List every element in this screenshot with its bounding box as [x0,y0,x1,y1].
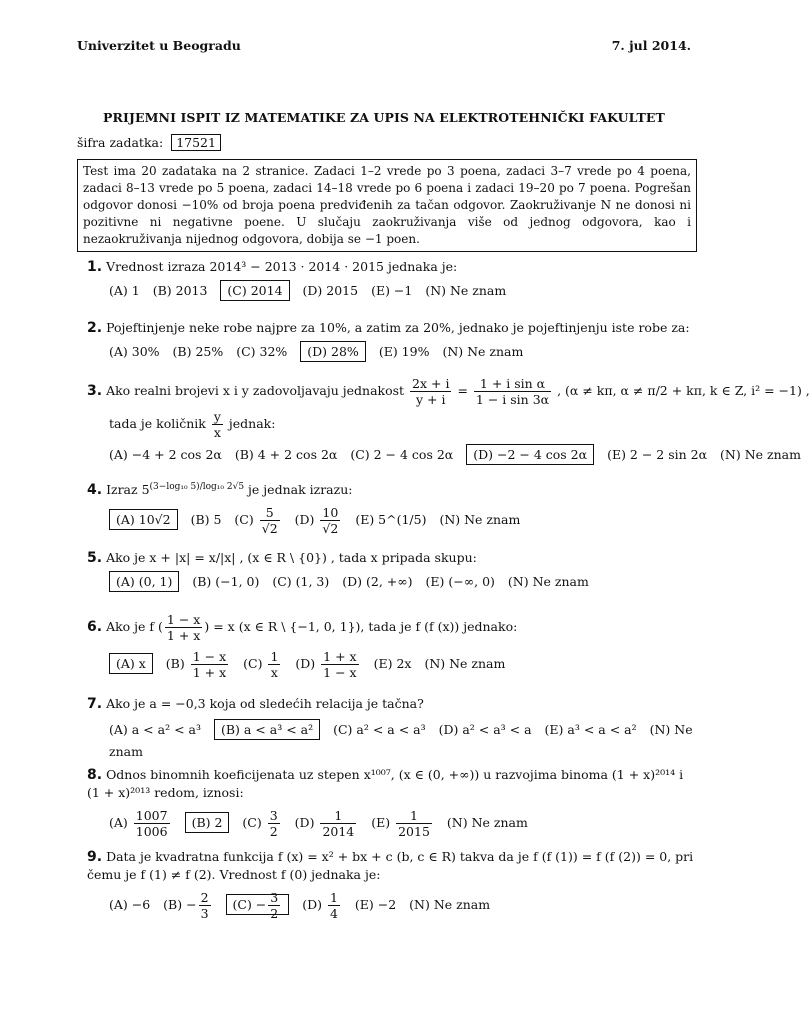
question-6: 6. Ako je f ( $\frac{1 - x}{1 + x}$ ) = x (x ∈ R \ {−1, 0, 1}), tada je f (f (x)) jednako: (A) x (B) $\frac{1 - x}{1 + x}$ (C) $\frac{1}{x}$ (D) $\frac{1 + x}{1 - x}$ (E) 2x (N) Ne znam [87,612,697,680]
option-n[interactable]: (N) Ne znam [109,722,693,759]
option-a[interactable]: (A) 1 [109,283,140,298]
question-stem: Ako je a = −0,3 koja od sledećih relacija je tačna? [106,696,424,711]
question-4: 4. Izraz $5^{(3-log_{10} 5)/log_{10} 2√5}$ je jednak izrazu: (A) 10√2 (B) 5 (C) $\frac{5}{√2}$ (D) $\frac{10}{√2}$ (E) 5^(1/5) (N) Ne znam [87,478,697,536]
option-a-marked[interactable]: (A) x [109,653,153,674]
option-d-marked[interactable]: (D) −2 − 4 cos 2α [466,444,594,465]
option-n[interactable]: (N) Ne znam [720,447,801,462]
answer-options [109,343,697,361]
answer-options [109,282,697,300]
question-number: 5. [87,550,103,566]
option-b[interactable]: (B) − $\frac{2}{3}$ [163,890,209,921]
option-c[interactable]: (C) 32% [236,344,288,359]
option-a[interactable]: (A) $\frac{1007}{1006}$ [109,808,168,839]
option-c[interactable]: (C) 2 − 4 cos 2α [350,447,454,462]
exam-title: PRIJEMNI ISPIT IZ MATEMATIKE ZA UPIS NA ELEKTROTEHNIČKI FAKULTET [103,110,665,125]
option-d[interactable]: (D) a² < a³ < a [438,722,532,737]
option-a-marked[interactable]: (A) (0, 1) [109,571,179,592]
university-name: Univerzitet u Beogradu [77,38,241,53]
question-3: 3. Ako realni brojevi x i y zadovoljavaju jednakost $\frac{2x + i}{y + i}$ = $\frac{\text{1 + i sin α}}{\text{1 − i sin 3α}}$ , (α ≠ kπ, α ≠ π/2 + kπ, k ∈ Z, i² = −1) , tada je količnik $\frac{y}{x}$ jednak: (A) −4 + 2 cos 2α (B) 4 + 2 cos 2α (C) 2 − 4 cos 2α (D) −2 − 4 cos 2α (E) 2 − 2 sin 2α (N) Ne znam [87,376,697,464]
task-code-label: šifra zadatka: [77,135,164,150]
answer-options [109,719,697,763]
question-5 [87,549,697,591]
fraction: $\frac{y}{x}$ [213,409,221,440]
exam-date: 7. jul 2014. [611,38,691,53]
option-b[interactable]: (B) $\frac{1 - x}{1 + x}$ [165,649,227,680]
question-number: 3. [87,383,103,399]
option-b[interactable]: (B) 5 [190,512,222,528]
option-a[interactable]: (A) −6 [109,897,151,912]
option-a-marked[interactable]: (A) 10√2 [109,509,178,530]
option-b-marked[interactable]: (B) 2 [185,812,230,833]
power-expression: $5^{(3-log_{10} 5)/log_{10} 2√5}$ [141,482,245,498]
option-e[interactable]: (E) a³ < a < a² [544,722,637,737]
answer-options [109,649,697,680]
option-c-marked[interactable]: (C) 2014 [220,280,289,301]
question-1 [87,258,697,300]
option-b[interactable]: (B) 4 + 2 cos 2α [234,447,338,462]
option-a[interactable]: (A) a < a² < a³ [109,722,201,737]
option-d-marked[interactable]: (D) 28% [300,341,366,362]
task-code-value: 17521 [171,134,221,151]
question-number: 8. [87,767,103,783]
question-stem: Odnos binomnih koeficijenata uz stepen x¹⁰⁰⁷, (x ∈ (0, +∞)) u razvojima binoma (1 + x)²⁰¹⁴ i (1 + x)²⁰¹³ redom, iznosi: [87,767,684,800]
option-e[interactable]: (E) (−∞, 0) [425,574,495,589]
option-e[interactable]: (E) −2 [354,897,397,912]
question-7 [87,695,697,763]
option-e[interactable]: (E) 2 − 2 sin 2α [607,447,708,462]
question-stem: Pojeftinjenje neke robe najpre za 10%, a zatim za 20%, jednako je pojeftinjenju iste robe za: [106,320,690,335]
question-stem: Vrednost izraza 2014³ − 2013 · 2014 · 2015 jednaka je: [106,259,458,274]
question-9 [87,848,697,921]
answer-options [109,890,697,921]
option-e[interactable]: (E) −1 [371,283,413,298]
fraction: $\frac{\text{1 + i sin α}}{\text{1 − i sin 3α}}$ [475,376,550,407]
option-b[interactable]: (B) 25% [172,344,224,359]
question-number: 4. [87,482,103,499]
answer-options [109,505,697,536]
option-a[interactable]: (A) 30% [109,344,160,359]
option-c-marked[interactable]: (C) − $\frac{3}{2}$ [226,894,290,915]
question-2 [87,319,697,361]
option-e[interactable]: (E) 19% [378,344,430,359]
option-c[interactable]: (C) $\frac{5}{√2}$ [234,505,278,537]
option-a[interactable]: (A) −4 + 2 cos 2α [109,447,222,462]
option-b-marked[interactable]: (B) a < a³ < a² [214,719,320,740]
option-n[interactable]: (N) Ne znam [446,815,528,830]
option-n[interactable]: (N) Ne znam [425,283,507,298]
option-b[interactable]: (B) (−1, 0) [192,574,260,589]
fraction: $\frac{2x + i}{y + i}$ [412,376,450,407]
option-c[interactable]: (C) (1, 3) [272,574,330,589]
question-number: 1. [87,259,103,275]
condition: , (α ≠ kπ, α ≠ π/2 + kπ, k ∈ Z, i² = −1) , [557,383,810,398]
question-number: 2. [87,320,103,336]
option-c[interactable]: (C) $\frac{1}{x}$ [243,649,279,680]
option-n[interactable]: (N) Ne znam [507,574,589,589]
option-d[interactable]: (D) (2, +∞) [342,574,413,589]
task-code-row [77,134,221,151]
option-n[interactable]: (N) Ne znam [439,512,521,528]
question-number: 9. [87,849,103,865]
answer-options [109,808,697,839]
option-n[interactable]: (N) Ne znam [409,897,491,912]
question-number: 7. [87,696,103,712]
option-d[interactable]: (D) $\frac{1}{4}$ [302,890,338,921]
option-n[interactable]: (N) Ne znam [442,344,524,359]
fraction: $\frac{1 - x}{1 + x}$ [166,612,201,643]
option-e[interactable]: (E) 2x [373,656,412,671]
answer-options [109,573,697,591]
question-number: 6. [87,619,103,635]
option-d[interactable]: (D) $\frac{1}{2014}$ [294,808,355,839]
instructions-box: Test ima 20 zadataka na 2 stranice. Zadaci 1–2 vrede po 3 poena, zadaci 3–7 vrede po 4 poena, zadaci 8–13 vrede po 5 poena, zadaci 14–18 vrede po 6 poena i zadaci 19–20 po 7 poena. Pogrešan odgovor donosi −10% od broja poena predviđenih za tačan odgovor. Zaokruživanje N ne donosi ni pozitivne ni negativne poene. U slučaju zaokruživanja više od jednog odgovora, kao i nezaokruživanja nijednog odgovora, dobija se −1 poen. [77,159,697,252]
option-d[interactable]: (D) 2015 [302,283,359,298]
option-c[interactable]: (C) $\frac{3}{2}$ [242,808,278,839]
question-stem: Ako je x + |x| = x/|x| , (x ∈ R \ {0}) , tada x pripada skupu: [106,550,477,565]
option-c[interactable]: (C) a² < a < a³ [333,722,426,737]
option-e[interactable]: (E) 5^(1/5) [355,512,427,528]
option-b[interactable]: (B) 2013 [152,283,208,298]
option-d[interactable]: (D) $\frac{1 + x}{1 - x}$ [295,649,357,680]
option-e[interactable]: (E) $\frac{1}{2015}$ [371,808,430,839]
option-n[interactable]: (N) Ne znam [424,656,506,671]
question-stem: Data je kvadratna funkcija f (x) = x² + bx + c (b, c ∈ R) takva da je f (f (1)) = f (f (2)) = 0, pri čemu je f (1) ≠ f (2). Vrednost f (0) jednaka je: [87,849,694,882]
question-8 [87,766,697,839]
answer-options [109,446,801,464]
question-stem: Ako realni brojevi x i y zadovoljavaju jednakost [106,383,405,398]
option-d[interactable]: (D) $\frac{10}{√2}$ [294,505,339,537]
